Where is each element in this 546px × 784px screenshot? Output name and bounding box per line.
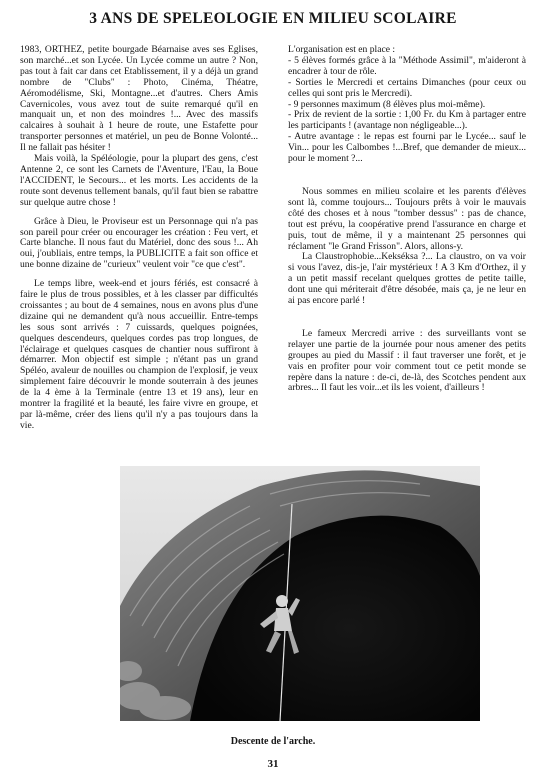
organisation-intro: L'organisation est en place :: [288, 44, 396, 55]
page-number: 31: [267, 758, 279, 770]
paragraph-parents: Nous sommes en milieu scolaire et les parents d'élèves sont là, comme toujours... Toujours prêts à voir le mauvais côté des choses et à nous "tomber dessus" : pas de chance, tout est prévu, la coopérative prend l'assurance en charge et puis, tout de même, il y a maintenant 25 personnes qui réclament "le Grand Frisson". Alors, allons-y.: [288, 185, 526, 252]
arch-descent-image: [120, 466, 480, 721]
paragraph-speleology: Mais voilà, la Spéléologie, pour la plupart des gens, c'est Antenne 2, ce sont les Carnets de l'Aventure, l'Eau, la Boue l'ACCIDENT, le Secours... et les morts. Les accidents de la route sont devenus tellement banals, qu'il faut bien se rabattre sur quelque autre chose !: [20, 153, 258, 208]
article-title: 3 ANS DE SPELEOLOGIE EN MILIEU SCOLAIRE: [89, 10, 457, 27]
organisation-item: - 5 élèves formés grâce à la "Méthode Assimil", m'aideront à encadrer à tour de rôle.: [288, 54, 526, 77]
organisation-item: - Prix de revient de la sortie : 1,00 Fr. du Km à partager entre les participants ! (avantage non négligeable...).: [288, 109, 526, 132]
organisation-item: - Sorties le Mercredi et certains Dimanches (pour ceux ou celles qui sont pris le Mercredi).: [288, 76, 526, 99]
paragraph-claustrophobie: La Claustrophobie...Kekséksa ?... La claustro, on va voir si vous l'avez, dis-je, l'air mystérieux ! A 3 Km d'Orthez, il y a un petit massif recelant quelques grottes de petite taille, dont une qui mériterait d'être désobée, mais ça, je ne leur en ai pas encore parlé !: [288, 251, 526, 307]
left-column: [20, 45, 258, 432]
paragraph-intro: 1983, ORTHEZ, petite bourgade Béarnaise aves ses Eglises, son marché...et son Lycée. Un Lycée comme un autre ? Non, pas tout à fait car dans cet Etablissement, il y a déjà un grand nombre de "Clubs" : Photo, Cinéma, Théatre, Aéromodélisme, Ski, Montagne...et d'autres. Chers Amis Cavernicoles, vous avez tout de suite remarqué qu'il en manquait un, et non des moindres !... Avec des massifs calcaires à souhait à 1 heure de route, une Estafette pour transporter personnes et matériel, un peu de Bonne Volonté... Il ne fallait pas hésiter !: [20, 44, 258, 154]
right-column: [288, 45, 526, 394]
paragraph-temps-libre: Le temps libre, week-end et jours fériés, est consacré à faire le plus de trous possibles, et à les classer par difficultés croissantes ; au bout de 4 semaines, nous en avons plus d'une dizaine qui ne demandent qu'à nous accueillir. Entre-temps les sous sont arrivés : 7 cuissards, quelques poignées, quelques descendeurs, quelques cordes pas trop longues, de l'éclairage et quelques casques de chantier nous suffiront à démarrer. Mon objectif est simple ; n'étant pas un grand Spéléo, avaleur de nouilles ou champion de l'explosif, je veux simplement faire découvrir le monde souterrain à des jeunes de la 4 ème à la Terminale (entre 13 et 19 ans), leur en montrer la fragilité et la beauté, les faire vivre en groupe, et par là-même, créer des liens qu'il n'y a pas toujours dans la vie.: [20, 278, 258, 431]
paragraph-proviseur: Grâce à Dieu, le Proviseur est un Personnage qui n'a pas son pareil pour créer ou encourager les création : Feu vert, et Carte blanche. Il nous faut du Matériel, donc des sous !... Ah oui, j'oubliais, entre temps, la PUBLICITE a fait son office et une bonne dizaine de "curieux" veulent voir "ce que c'est".: [20, 215, 258, 271]
photo-caption: Descente de l'arche.: [230, 736, 316, 747]
paragraph-mercredi: Le fameux Mercredi arrive : des surveillants vont se relayer une partie de la journée pour nous amener des petits groupes au pied du Massif : il faut traverser une forêt, et je vais en profiter pour voir comment tout ce petit monde se repère dans la nature : de-ci, de-là, des Scotches pendent aux arbres... Il faut les voir...et ils les voient, d'ailleurs !: [288, 327, 526, 394]
cave-arch-photo: [120, 466, 480, 721]
organisation-item: - Autre avantage : le repas est fourni par le Lycée... sauf le Vin... pour les Calbombes !...Bref, que demander de mieux... pour le moment ?...: [288, 131, 526, 165]
organisation-item: - 9 personnes maximum (8 élèves plus moi-même).: [288, 98, 486, 110]
